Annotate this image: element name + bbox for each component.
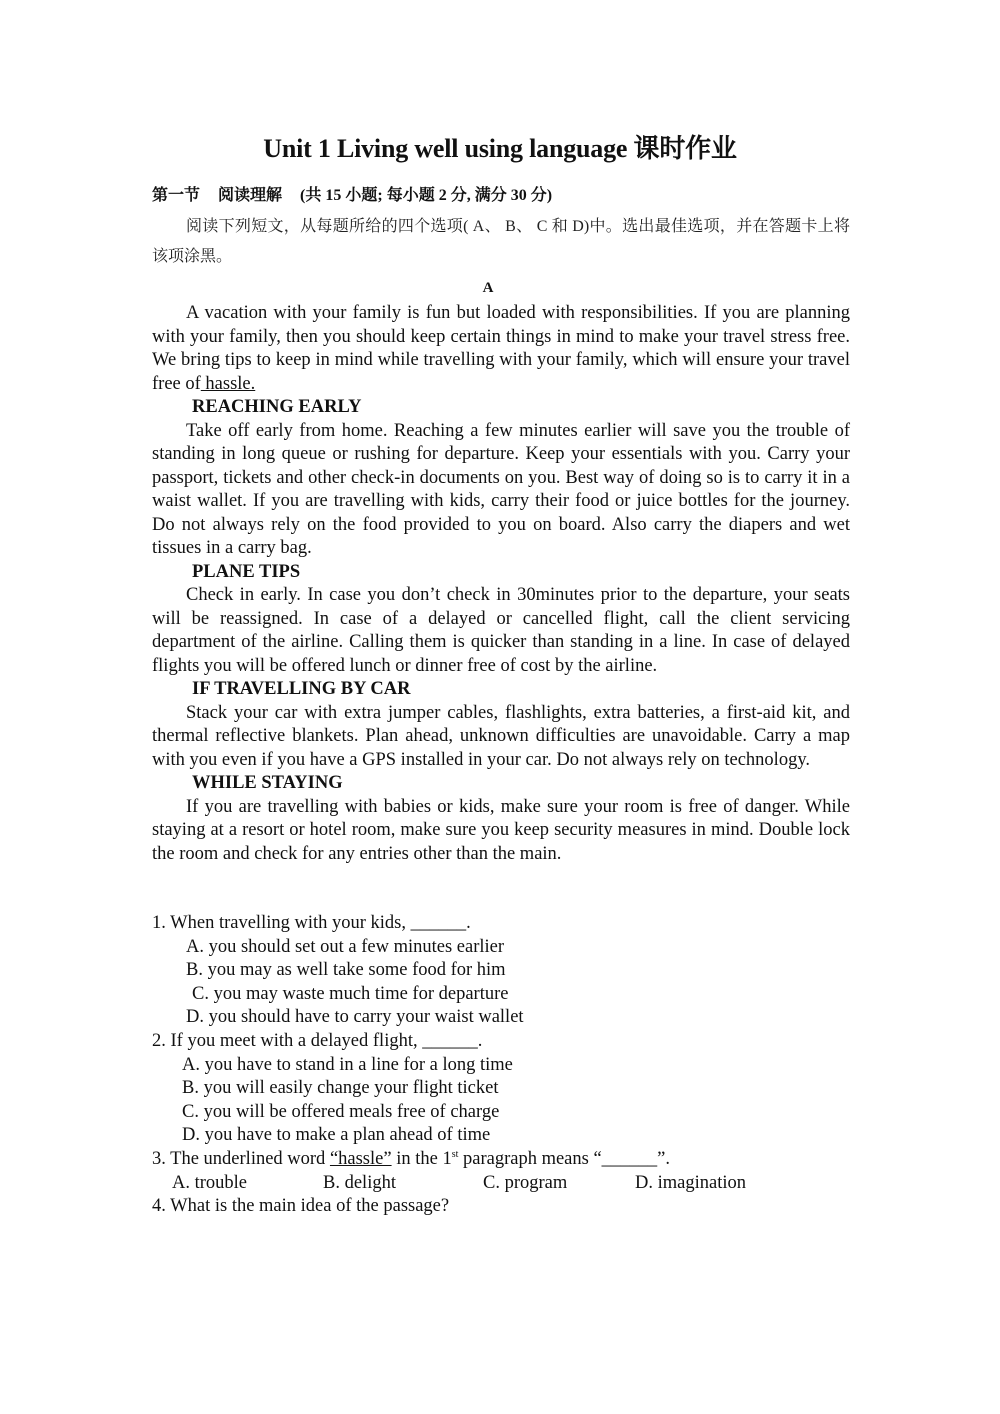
option-a: A. you should set out a few minutes earlier — [186, 936, 505, 957]
section-topic: 阅读理解 — [218, 187, 283, 204]
heading-plane-tips: PLANE TIPS — [192, 561, 301, 582]
instructions: 阅读下列短文，从每题所给的四个选项( A、 B、 C 和 D)中。选出最佳选项，并在答题卡上将该项涂黑。 — [152, 218, 850, 265]
option-a: A. you have to stand in a line for a long time — [182, 1054, 513, 1075]
option-b: B. you will easily change your flight ticket — [182, 1078, 499, 1099]
question-stem: 4. What is the main idea of the passage? — [152, 1196, 450, 1217]
paragraph-plane-tips: Check in early. In case you don’t check in 30minutes prior to the departure, your seats will be reassigned. In case of a delayed or cancelled flight, call the client servicing department of the airline. Calling them is quicker than standing in a line. In case of delayed flights you will be offered lunch or dinner free of cost by the airline. — [152, 585, 850, 676]
paragraph-travelling-by-car: Stack your car with extra jumper cables, flashlights, extra batteries, a first-aid kit, and thermal reflective blankets. Plan ahead, unknown difficulties are unavoidable. Carry a map with you even if you have a GPS installed in your car. Do not always rely on technology. — [152, 702, 850, 770]
option-c: C. you may waste much time for departure — [192, 983, 509, 1004]
question-1 — [152, 912, 850, 1030]
option-d: D. you should have to carry your waist wallet — [186, 1007, 524, 1028]
option-c: C. you will be offered meals free of charge — [182, 1101, 500, 1122]
option-d: D. imagination — [635, 1172, 746, 1193]
option-d: D. you have to make a plan ahead of time — [182, 1125, 491, 1146]
options-row — [152, 1172, 850, 1196]
heading-while-staying: WHILE STAYING — [192, 773, 343, 793]
stem-prefix: 3. The underlined word — [152, 1148, 330, 1169]
ordinal-suffix: st — [451, 1148, 459, 1160]
intro-text: A vacation with your family is fun but loaded with responsibilities. If you are planning with your family, then you should keep certain things in mind to make your travel stress free. We bring tips to keep in mind while travelling with your family, which will ensure your travel free of — [152, 303, 850, 394]
question-stem: 1. When travelling with your kids, ______. — [152, 913, 471, 933]
underlined-word-hassle: hassle. — [200, 373, 256, 394]
heading-travelling-by-car: IF TRAVELLING BY CAR — [192, 679, 411, 699]
heading-reaching-early: REACHING EARLY — [192, 397, 362, 417]
questions-list — [152, 912, 850, 1219]
stem-middle: in the 1 — [391, 1148, 452, 1169]
question-stem — [152, 1148, 850, 1172]
option-c: C. program — [483, 1172, 568, 1193]
question-3 — [152, 1148, 850, 1195]
option-b: B. you may as well take some food for him — [186, 960, 506, 981]
option-a: A. trouble — [172, 1172, 248, 1193]
stem-suffix: paragraph means “______”. — [458, 1148, 671, 1169]
option-b: B. delight — [323, 1172, 396, 1193]
underlined-word: “hassle” — [329, 1148, 392, 1169]
paragraph-while-staying: If you are travelling with babies or kids, make sure your room is free of danger. While staying at a resort or hotel room, make sure you keep security measures in mind. Double lock the room and check for any entries other than the main. — [152, 796, 850, 864]
question-2 — [152, 1030, 850, 1148]
section-heading — [152, 182, 552, 205]
passage-intro — [152, 302, 850, 396]
section-scoring: (共 15 小题; 每小题 2 分, 满分 30 分) — [300, 187, 553, 204]
paragraph-reaching-early: Take off early from home. Reaching a few minutes earlier will save you the trouble of standing in long queue or rushing for departure. Keep your essentials with you. Carry your passport, tickets and other check-in documents on you. Best way of doing so is to carry it in a waist wallet. If you are travelling with kids, carry their food or juice bottles for the journey. Do not always rely on the food provided to you on board. Also carry the diapers and wet tissues in a carry bag. — [152, 420, 850, 558]
passage-letter: A — [482, 280, 494, 296]
section-name: 第一节 — [152, 187, 201, 204]
question-stem: 2. If you meet with a delayed flight, ______. — [152, 1030, 483, 1051]
passage-body — [152, 302, 850, 866]
page-title: Unit 1 Living well using language 课时作业 — [263, 134, 737, 163]
question-4 — [152, 1195, 850, 1219]
